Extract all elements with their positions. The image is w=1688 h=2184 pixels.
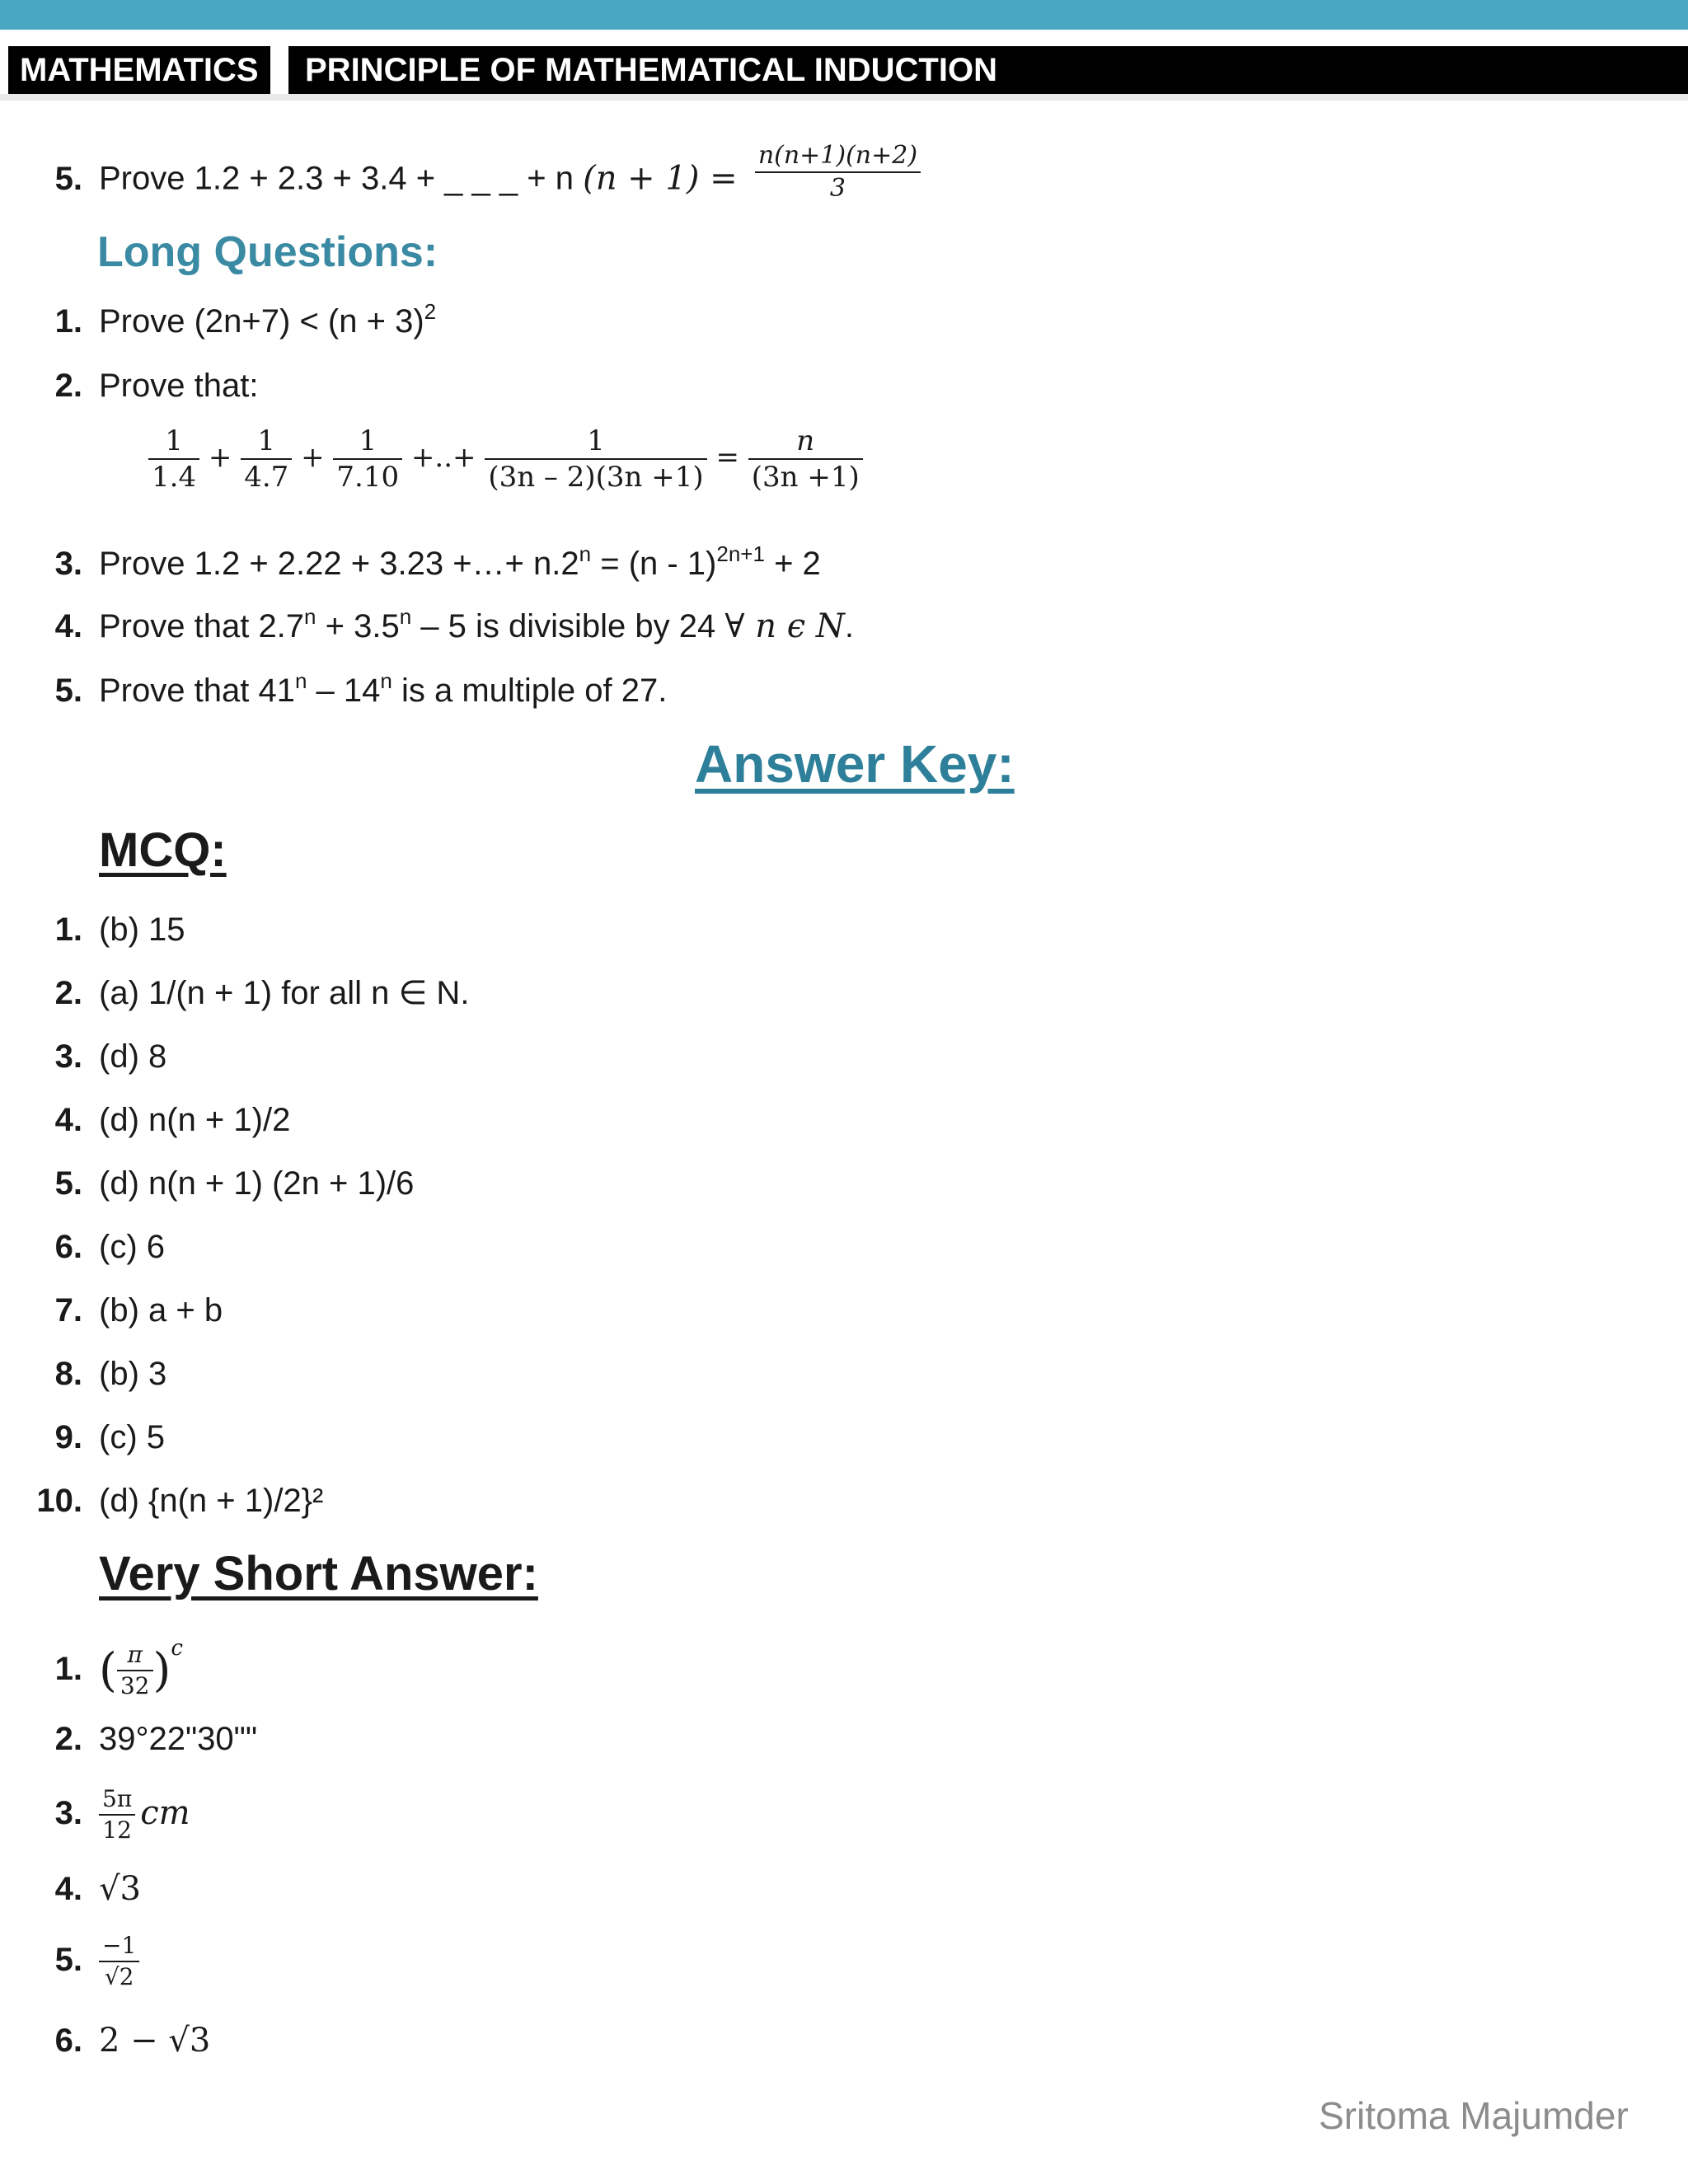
answer-key-title: Answer Key:	[695, 734, 1015, 794]
subject-label: MATHEMATICS	[8, 46, 270, 94]
vsa-answer-5: 5. $\frac{-1}{√2}$	[33, 1927, 139, 1993]
vsa-answer-4: 4. √3	[54, 1870, 141, 1908]
long-question-4: 4. Prove that $2.7^n + 3.5^n - 5$ is divisible by 24 ∀ n ϵ N.	[54, 604, 854, 645]
mcq-heading: MCQ:	[99, 823, 227, 877]
mcq-answer: 2. (a) 1/(n + 1) for all n ∈ N.	[54, 975, 470, 1011]
top-accent-bar	[0, 0, 1688, 30]
vsa-answer-6: 6. 2 − √3	[54, 2022, 211, 2060]
vsa-answer-2: 2. 39°22"30""	[54, 1721, 258, 1757]
mcq-answer: 3. (d) 8	[54, 1038, 167, 1075]
math-expression: (n + 1) =	[583, 159, 738, 198]
long-question-2: 2. Prove that:	[54, 368, 259, 404]
fraction: $\frac{\pi}{32}$	[117, 1643, 153, 1698]
long-question-3: 3. Prove 1.2 + 2.22 + 3.23 +…+ $n.2^n = (n - 1)^{2n+1} + 2$	[54, 541, 821, 582]
mcq-answer: 5. (d) n(n + 1) (2n + 1)/6	[54, 1165, 415, 1202]
vsa-answer-3: 3. $\frac{5\pi}{12}$ cm	[54, 1785, 190, 1844]
author-signature: Sritoma Majumder	[1319, 2094, 1629, 2137]
mcq-answer: 1. (b) 15	[54, 912, 185, 948]
short-question-5: 5. Prove 1.2 + 2.3 + 3.4 + _ _ _ + n (n + 1) = $\frac{n(n+1)(n+2)}{3}$	[33, 152, 921, 209]
fraction: $\frac{1}{1.4}$	[148, 427, 199, 491]
fraction: $\frac{n}{(3n +1)}$	[748, 427, 863, 491]
fraction: $\frac{1}{4.7}$	[241, 427, 292, 491]
mcq-answer: 8. (b) 3	[54, 1356, 167, 1392]
fraction: $\frac{5\pi}{12}$	[99, 1788, 135, 1842]
left-paren: (	[99, 1643, 117, 1698]
header-divider	[0, 94, 1688, 101]
fraction: $\frac{1}{7.10}$	[333, 427, 402, 491]
right-paren: )	[152, 1643, 171, 1698]
series-equation: $\frac{1}{1.4}$ + $\frac{1}{4.7}$ + $\frac{1}{7.10}$ +..+ $\frac{1}{(3n - 2)(3n +1)}$ = $\frac{n}{(3n +1)}$	[148, 427, 863, 491]
topic-title: PRINCIPLE OF MATHEMATICAL INDUCTION	[288, 46, 1688, 94]
long-question-1: 1. Prove $(2n+7) < (n + 3)^2$	[54, 299, 437, 340]
mcq-answer: 10. (d) {n(n + 1)/2}²	[36, 1483, 324, 1519]
mcq-answer: 4. (d) n(n + 1)/2	[54, 1102, 291, 1138]
mcq-answer: 9. (c) 5	[54, 1419, 165, 1455]
question-text: Prove 1.2 + 2.3 + 3.4 + _ _ _ + n	[99, 160, 584, 197]
long-question-5: 5. Prove that 41$^n$ – 14$^n$ is a multiple of 27.	[54, 668, 668, 709]
fraction: $\frac{1}{(3n - 2)(3n +1)}$	[485, 427, 706, 491]
vsa-answer-1: 1. ( $\frac{\pi}{32}$ )$^c$	[54, 1636, 183, 1700]
fraction: $\frac{n(n+1)(n+2)}{3}$	[755, 143, 921, 201]
mcq-answer: 6. (c) 6	[54, 1229, 165, 1265]
long-questions-heading: Long Questions:	[97, 228, 438, 276]
fraction: $\frac{-1}{√2}$	[99, 1934, 139, 1989]
mcq-answer: 7. (b) a + b	[54, 1292, 223, 1329]
very-short-answer-heading: Very Short Answer:	[99, 1547, 538, 1601]
